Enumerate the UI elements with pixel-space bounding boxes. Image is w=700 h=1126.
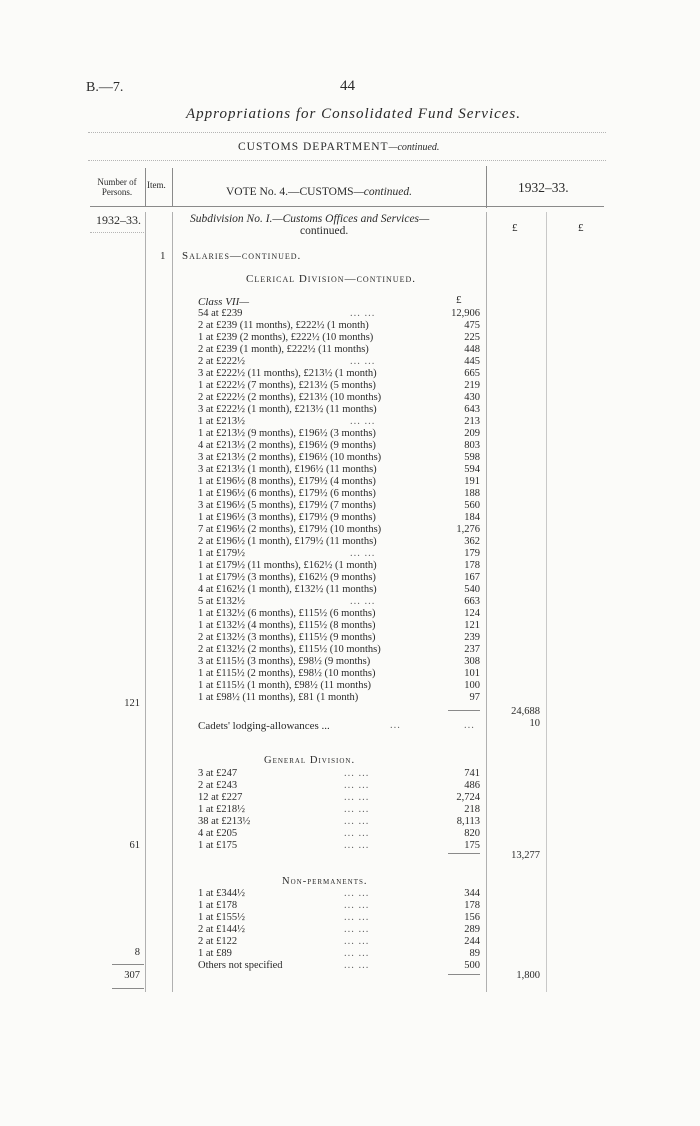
clerical-description: 5 at £132½ <box>198 596 245 607</box>
clerical-sum-rule <box>448 710 480 711</box>
department-heading <box>238 141 439 153</box>
salaries-heading: Salaries—continued. <box>182 250 302 262</box>
page-number: 44 <box>340 78 355 94</box>
nonperm-leader-dots: ... ... <box>344 924 370 935</box>
clerical-description: 3 at £222½ (1 month), £213½ (11 months) <box>198 404 377 415</box>
general-amount: 218 <box>464 804 480 815</box>
col-line-amount <box>486 212 487 992</box>
subdivision-line1: Subdivision No. I.—Customs Offices and Services— <box>190 213 430 225</box>
nonperm-leader-dots: ... ... <box>344 936 370 947</box>
general-amount: 2,724 <box>456 792 480 803</box>
header-year: 1932–33. <box>518 180 569 195</box>
pound-sign-amount: £ <box>512 222 518 234</box>
nonperm-persons: 8 <box>134 947 140 958</box>
clerical-leader-dots: ... ... <box>350 596 376 607</box>
page-title: Appropriations for Consolidated Fund Services. <box>186 106 522 122</box>
clerical-row <box>198 644 480 656</box>
clerical-description: 1 at £115½ (2 months), £98½ (10 months) <box>198 668 376 679</box>
clerical-row <box>198 356 480 368</box>
clerical-amount: 124 <box>464 608 480 619</box>
general-row <box>198 768 480 780</box>
clerical-amount: 188 <box>464 488 480 499</box>
clerical-amount: 594 <box>464 464 480 475</box>
clerical-description: 2 at £239 (11 months), £222½ (1 month) <box>198 320 369 331</box>
clerical-description: 1 at £213½ <box>198 416 245 427</box>
clerical-description: 1 at £213½ (9 months), £196½ (3 months) <box>198 428 376 439</box>
clerical-amount: 362 <box>464 536 480 547</box>
header-divider-item <box>172 168 173 206</box>
general-leader-dots: ... ... <box>344 804 370 815</box>
clerical-row <box>198 524 480 536</box>
clerical-amount: 184 <box>464 512 480 523</box>
clerical-amount: 663 <box>464 596 480 607</box>
subheader-year: 1932–33. <box>96 213 141 227</box>
nonperm-total: 1,800 <box>516 970 540 981</box>
clerical-row <box>198 596 480 608</box>
clerical-amount: 430 <box>464 392 480 403</box>
persons-total-rule-bottom <box>112 988 144 989</box>
clerical-leader-dots: ... ... <box>350 548 376 559</box>
clerical-leader-dots: ... ... <box>350 356 376 367</box>
clerical-description: 2 at £196½ (1 month), £179½ (11 months) <box>198 536 377 547</box>
clerical-amount: 475 <box>464 320 480 331</box>
nonperm-row <box>198 912 480 924</box>
clerical-description: 54 at £239 <box>198 308 243 319</box>
nonperm-row <box>198 936 480 948</box>
clerical-row <box>198 488 480 500</box>
clerical-row <box>198 656 480 668</box>
nonperm-row <box>198 948 480 960</box>
clerical-amount: 598 <box>464 452 480 463</box>
nonperm-leader-dots: ... ... <box>344 948 370 959</box>
general-description: 1 at £218½ <box>198 804 245 815</box>
general-row <box>198 828 480 840</box>
clerical-amount: 237 <box>464 644 480 655</box>
vote-title: VOTE No. 4.—CUSTOMS <box>226 186 354 198</box>
clerical-amount: 803 <box>464 440 480 451</box>
lodging-label: Cadets' lodging-allowances ... <box>198 720 330 732</box>
nonperm-description: 1 at £178 <box>198 900 238 911</box>
nonperm-row <box>198 900 480 912</box>
pound-sign-total: £ <box>578 222 584 234</box>
dept-rule <box>88 160 606 161</box>
nonperm-amount: 89 <box>469 948 480 959</box>
class-pound-sign: £ <box>456 294 462 306</box>
header-item: Item. <box>147 180 166 190</box>
nonperm-amount: 156 <box>464 912 480 923</box>
clerical-amount: 209 <box>464 428 480 439</box>
general-leader-dots: ... ... <box>344 828 370 839</box>
clerical-description: 1 at £179½ (3 months), £162½ (9 months) <box>198 572 376 583</box>
clerical-row <box>198 368 480 380</box>
nonperm-row <box>198 960 480 972</box>
clerical-description: 3 at £115½ (3 months), £98½ (9 months) <box>198 656 371 667</box>
nonperm-leader-dots: ... ... <box>344 900 370 911</box>
clerical-amount: 643 <box>464 404 480 415</box>
nonperm-description: 1 at £89 <box>198 948 232 959</box>
clerical-persons: 121 <box>124 698 140 709</box>
nonperm-amount: 500 <box>464 960 480 971</box>
general-amount: 175 <box>464 840 480 851</box>
clerical-row <box>198 392 480 404</box>
nonperm-amount: 178 <box>464 900 480 911</box>
clerical-row <box>198 476 480 488</box>
general-amount: 486 <box>464 780 480 791</box>
nonperm-leader-dots: ... ... <box>344 960 370 971</box>
clerical-leader-dots: ... ... <box>350 416 376 427</box>
clerical-description: 2 at £222½ <box>198 356 245 367</box>
clerical-leader-dots: ... ... <box>350 308 376 319</box>
clerical-amount: 178 <box>464 560 480 571</box>
clerical-row <box>198 680 480 692</box>
clerical-description: 1 at £98½ (11 months), £81 (1 month) <box>198 692 359 703</box>
year-under-rule <box>90 232 146 233</box>
nonperm-description: 1 at £344½ <box>198 888 245 899</box>
clerical-row <box>198 548 480 560</box>
header-divider-left <box>145 168 146 206</box>
clerical-amount: 167 <box>464 572 480 583</box>
clerical-description: 2 at £132½ (3 months), £115½ (9 months) <box>198 632 376 643</box>
general-row <box>198 840 480 852</box>
clerical-row <box>198 308 480 320</box>
nonperm-row <box>198 924 480 936</box>
clerical-description: 2 at £222½ (2 months), £213½ (10 months) <box>198 392 382 403</box>
clerical-row <box>198 344 480 356</box>
clerical-description: 3 at £213½ (2 months), £196½ (10 months) <box>198 452 382 463</box>
nonperm-description: 1 at £155½ <box>198 912 245 923</box>
general-description: 12 at £227 <box>198 792 243 803</box>
clerical-row <box>198 668 480 680</box>
persons-total-rule-top <box>112 964 144 965</box>
clerical-row <box>198 440 480 452</box>
nonperm-sum-rule <box>448 974 480 975</box>
clerical-amount: 121 <box>464 620 480 631</box>
clerical-amount: 97 <box>469 692 480 703</box>
general-description: 2 at £243 <box>198 780 238 791</box>
general-leader-dots: ... ... <box>344 792 370 803</box>
clerical-description: 1 at £115½ (1 month), £98½ (11 months) <box>198 680 372 691</box>
general-row <box>198 804 480 816</box>
general-leader-dots: ... ... <box>344 840 370 851</box>
clerical-row <box>198 332 480 344</box>
clerical-amount: 540 <box>464 584 480 595</box>
clerical-amount: 101 <box>464 668 480 679</box>
general-sum-rule <box>448 853 480 854</box>
general-description: 1 at £175 <box>198 840 238 851</box>
clerical-row <box>198 380 480 392</box>
subdivision-line2: continued. <box>300 225 349 237</box>
lodging-row <box>198 720 480 732</box>
header-persons: Number of Persons. <box>97 177 137 197</box>
department-name: CUSTOMS DEPARTMENT <box>238 141 389 153</box>
clerical-amount: 1,276 <box>456 524 480 535</box>
general-leader-dots: ... ... <box>344 780 370 791</box>
nonperm-description: 2 at £144½ <box>198 924 245 935</box>
clerical-row <box>198 512 480 524</box>
general-persons: 61 <box>129 840 140 851</box>
grand-persons-total: 307 <box>124 970 140 981</box>
clerical-description: 1 at £132½ (6 months), £115½ (6 months) <box>198 608 376 619</box>
header-vote <box>226 186 412 198</box>
clerical-row <box>198 560 480 572</box>
clerical-amount: 225 <box>464 332 480 343</box>
clerical-row <box>198 320 480 332</box>
general-description: 3 at £247 <box>198 768 238 779</box>
clerical-description: 1 at £239 (2 months), £222½ (10 months) <box>198 332 374 343</box>
clerical-amount: 560 <box>464 500 480 511</box>
general-row <box>198 792 480 804</box>
clerical-row <box>198 404 480 416</box>
vote-continued: —continued. <box>353 186 413 198</box>
nonperm-amount: 244 <box>464 936 480 947</box>
nonperm-heading: Non-permanents. <box>282 876 368 887</box>
clerical-amount: 448 <box>464 344 480 355</box>
clerical-row <box>198 608 480 620</box>
clerical-description: 2 at £239 (1 month), £222½ (11 months) <box>198 344 369 355</box>
nonperm-leader-dots: ... ... <box>344 912 370 923</box>
general-description: 4 at £205 <box>198 828 238 839</box>
clerical-row <box>198 500 480 512</box>
clerical-heading: Clerical Division—continued. <box>246 273 416 285</box>
clerical-amount: 219 <box>464 380 480 391</box>
clerical-row <box>198 584 480 596</box>
clerical-description: 3 at £196½ (5 months), £179½ (7 months) <box>198 500 376 511</box>
clerical-row <box>198 428 480 440</box>
class-label: Class VII— <box>198 296 250 308</box>
col-line-item <box>172 212 173 992</box>
clerical-description: 1 at £179½ <box>198 548 245 559</box>
lodging-amount: 10 <box>529 718 540 729</box>
header-bottom-rule <box>90 206 604 207</box>
clerical-description: 3 at £213½ (1 month), £196½ (11 months) <box>198 464 377 475</box>
general-heading: General Division. <box>264 755 356 766</box>
clerical-amount: 179 <box>464 548 480 559</box>
clerical-amount: 100 <box>464 680 480 691</box>
general-leader-dots: ... ... <box>344 816 370 827</box>
header-divider-right <box>486 166 487 208</box>
lodging-dots: ... <box>390 720 401 731</box>
clerical-amount: 308 <box>464 656 480 667</box>
clerical-description: 1 at £196½ (8 months), £179½ (4 months) <box>198 476 376 487</box>
clerical-row <box>198 632 480 644</box>
clerical-amount: 445 <box>464 356 480 367</box>
clerical-description: 1 at £132½ (4 months), £115½ (8 months) <box>198 620 376 631</box>
clerical-total: 24,688 <box>511 706 540 717</box>
clerical-description: 1 at £222½ (7 months), £213½ (5 months) <box>198 380 376 391</box>
clerical-description: 2 at £132½ (2 months), £115½ (10 months) <box>198 644 381 655</box>
top-rule <box>88 132 606 133</box>
clerical-amount: 12,906 <box>451 308 480 319</box>
clerical-amount: 665 <box>464 368 480 379</box>
general-amount: 820 <box>464 828 480 839</box>
col-line-total <box>546 212 547 992</box>
clerical-description: 3 at £222½ (11 months), £213½ (1 month) <box>198 368 377 379</box>
general-total: 13,277 <box>511 850 540 861</box>
clerical-amount: 213 <box>464 416 480 427</box>
nonperm-leader-dots: ... ... <box>344 888 370 899</box>
clerical-row <box>198 452 480 464</box>
nonperm-amount: 289 <box>464 924 480 935</box>
col-line-persons <box>145 212 146 992</box>
general-row <box>198 816 480 828</box>
general-leader-dots: ... ... <box>344 768 370 779</box>
general-row <box>198 780 480 792</box>
clerical-row <box>198 416 480 428</box>
clerical-description: 1 at £196½ (3 months), £179½ (9 months) <box>198 512 376 523</box>
nonperm-description: 2 at £122 <box>198 936 238 947</box>
clerical-row <box>198 464 480 476</box>
general-amount: 741 <box>464 768 480 779</box>
clerical-row <box>198 536 480 548</box>
clerical-amount: 239 <box>464 632 480 643</box>
clerical-row <box>198 620 480 632</box>
item-number: 1 <box>160 250 166 262</box>
nonperm-row <box>198 888 480 900</box>
clerical-description: 1 at £196½ (6 months), £179½ (6 months) <box>198 488 376 499</box>
department-continued: —continued. <box>388 142 440 153</box>
nonperm-description: Others not specified <box>198 960 283 971</box>
nonperm-amount: 344 <box>464 888 480 899</box>
clerical-amount: 191 <box>464 476 480 487</box>
clerical-row <box>198 572 480 584</box>
lodging-dots-2: ... <box>464 720 475 731</box>
general-amount: 8,113 <box>456 816 480 827</box>
clerical-description: 4 at £162½ (1 month), £132½ (11 months) <box>198 584 377 595</box>
general-description: 38 at £213½ <box>198 816 251 827</box>
clerical-row <box>198 692 480 704</box>
clerical-description: 4 at £213½ (2 months), £196½ (9 months) <box>198 440 376 451</box>
page-ref: B.—7. <box>86 80 124 95</box>
clerical-description: 1 at £179½ (11 months), £162½ (1 month) <box>198 560 377 571</box>
clerical-description: 7 at £196½ (2 months), £179½ (10 months) <box>198 524 382 535</box>
